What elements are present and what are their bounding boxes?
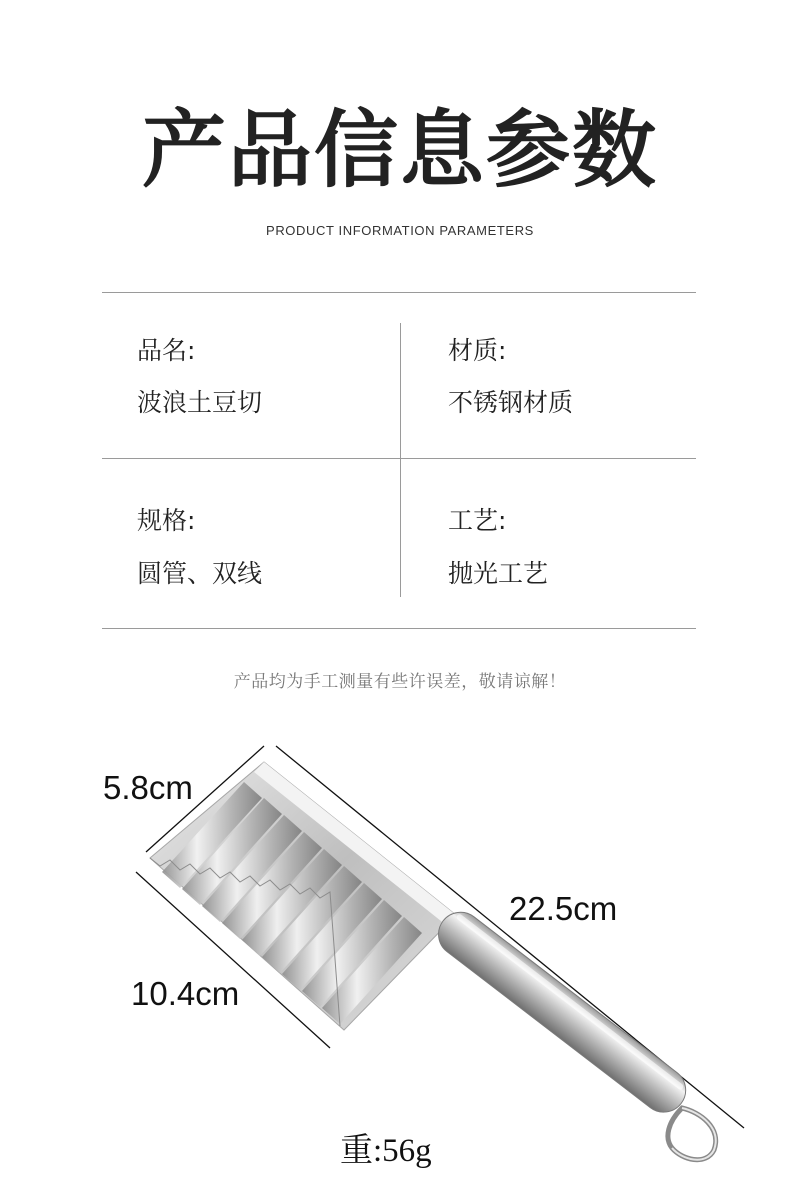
hanging-loop	[668, 1108, 716, 1160]
spec-label: 材质:	[448, 336, 507, 365]
handle	[430, 903, 695, 1121]
spec-value: 圆管、双线	[137, 559, 263, 588]
table-middle-divider	[102, 458, 696, 459]
dimension-total-length: 22.5cm	[509, 890, 618, 927]
measurement-note: 产品均为手工测量有些许误差，敬请谅解！	[233, 672, 567, 692]
spec-value: 抛光工艺	[448, 559, 549, 588]
spec-value: 波浪土豆切	[137, 388, 263, 417]
table-top-divider	[102, 292, 696, 293]
weight-label: 重:56g	[340, 1133, 432, 1169]
spec-label: 规格:	[137, 506, 196, 535]
table-column-divider-top	[400, 323, 401, 458]
page-subtitle: PRODUCT INFORMATION PARAMETERS	[266, 223, 534, 238]
spec-label: 工艺:	[448, 506, 507, 535]
page-title: 产品信息参数	[141, 101, 658, 199]
table-column-divider-bottom	[400, 459, 401, 597]
table-bottom-divider	[102, 628, 696, 629]
spec-value: 不锈钢材质	[448, 388, 574, 417]
dimension-blade-length: 10.4cm	[131, 975, 240, 1012]
dimension-blade-width: 5.8cm	[103, 769, 193, 806]
spec-label: 品名:	[137, 336, 196, 365]
